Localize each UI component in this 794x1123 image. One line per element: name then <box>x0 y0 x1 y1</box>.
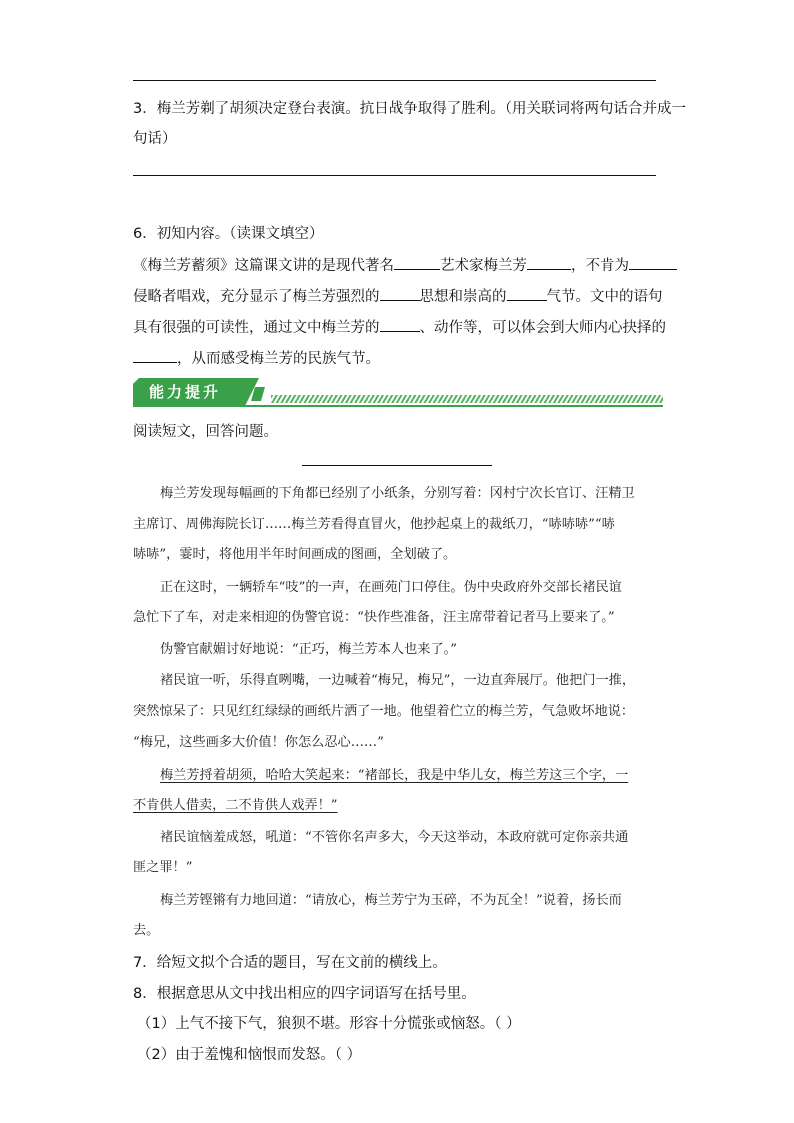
q6-text: 气节。文中的语句 <box>546 289 663 305</box>
question-8-2: （2）由于羞愧和恼恨而发怒。（ ） <box>137 1047 362 1063</box>
q6-text: 思想和崇高的 <box>419 289 507 305</box>
story-line: 褚民谊一听，乐得直咧嘴，一边喊着“梅兄，梅兄”，一边直奔展厅。他把门一推， <box>160 673 636 688</box>
banner-stripes <box>271 395 663 403</box>
question-8: 8．根据意思从文中找出相应的四字词语写在括号里。 <box>133 986 476 1002</box>
story-underlined-line: 梅兰芳捋着胡须，哈哈大笑起来：“褚部长，我是中华儿女，梅兰芳这三个字，一 <box>160 768 629 783</box>
q6-text: 、动作等，可以体会到大师内心抉择的 <box>419 320 666 336</box>
fill-blank[interactable] <box>394 255 440 270</box>
q6-text: 艺术家梅兰芳 <box>440 258 527 274</box>
fill-blank[interactable] <box>380 317 420 332</box>
q6-text: ，从而感受梅兰芳的民族气节。 <box>177 351 380 367</box>
banner-underline <box>133 405 663 407</box>
question-3: 3．梅兰芳剃了胡须决定登台表演。抗日战争取得了胜利。（用关联词将两句话合并成一 <box>133 101 686 117</box>
story-line: 褚民谊恼羞成怒，吼道：“不管你名声多大，今天这举动，本政府就可定你亲共通 <box>160 830 629 845</box>
question-3-continued: 句话） <box>133 131 177 147</box>
story-line: 梅兰芳发现每幅画的下角都已经别了小纸条，分别写着：冈村宁次长官订、汪精卫 <box>160 486 635 501</box>
story-line: 急忙下了车，对走来相迎的伪警官说：“快作些准备，汪主席带着记者马上要来了。” <box>133 610 615 625</box>
q6-text: 侵略者唱戏，充分显示了梅兰芳强烈的 <box>133 289 380 305</box>
question-6-line-3 <box>133 317 666 338</box>
q6-text: ，不肯为 <box>571 258 629 274</box>
q6-text: 《梅兰芳蓄须》这篇课文讲的是现代著名 <box>133 258 394 274</box>
answer-line-q2[interactable] <box>133 80 656 81</box>
question-6-line-1 <box>133 255 677 276</box>
question-7: 7．给短文拟个合适的题目，写在文前的横线上。 <box>133 955 447 971</box>
reading-instruction: 阅读短文，回答问题。 <box>133 424 278 440</box>
story-line: 正在这时，一辆轿车“吱”的一声，在画苑门口停住。伪中央政府外交部长褚民谊 <box>160 580 622 595</box>
fill-blank[interactable] <box>507 286 547 301</box>
story-underlined-line: 不肯供人借卖，二不肯供人戏弄！” <box>133 798 338 813</box>
banner-label: 能力提升 <box>149 383 222 401</box>
answer-line-q3[interactable] <box>133 175 656 176</box>
story-line: 伪警官献媚讨好地说：“正巧，梅兰芳本人也来了。” <box>160 642 458 657</box>
question-6-heading: 6．初知内容。（读课文填空） <box>133 226 324 242</box>
story-line: 去。 <box>133 923 160 938</box>
story-line: 突然惊呆了：只见红红绿绿的画纸片洒了一地。他望着伫立的梅兰芳，气急败坏地说： <box>133 704 635 719</box>
story-line: 匪之罪！” <box>133 860 193 875</box>
story-line: 主席订、周佛海院长订……梅兰芳看得直冒火，他抄起桌上的裁纸刀，“哧哧哧”“哧 <box>133 517 615 532</box>
question-8-1: （1）上气不接下气，狼狈不堪。形容十分慌张或恼怒。（ ） <box>137 1016 521 1032</box>
story-line: 梅兰芳铿锵有力地回道：“请放心，梅兰芳宁为玉碎，不为瓦全！”说着，扬长而 <box>160 893 622 908</box>
section-banner <box>133 376 663 408</box>
story-line: 哧哧”，霎时，将他用半年时间画成的图画，全划破了。 <box>133 547 457 562</box>
question-6-line-4 <box>133 348 380 369</box>
fill-blank[interactable] <box>380 286 420 301</box>
question-6-line-2 <box>133 286 663 307</box>
fill-blank[interactable] <box>629 255 677 270</box>
q6-text: 具有很强的可读性，通过文中梅兰芳的 <box>133 320 380 336</box>
fill-blank[interactable] <box>133 348 177 363</box>
fill-blank[interactable] <box>527 255 571 270</box>
story-line: “梅兄，这些画多大价值！你怎么忍心……” <box>133 735 384 750</box>
story-title-blank[interactable] <box>302 465 492 466</box>
